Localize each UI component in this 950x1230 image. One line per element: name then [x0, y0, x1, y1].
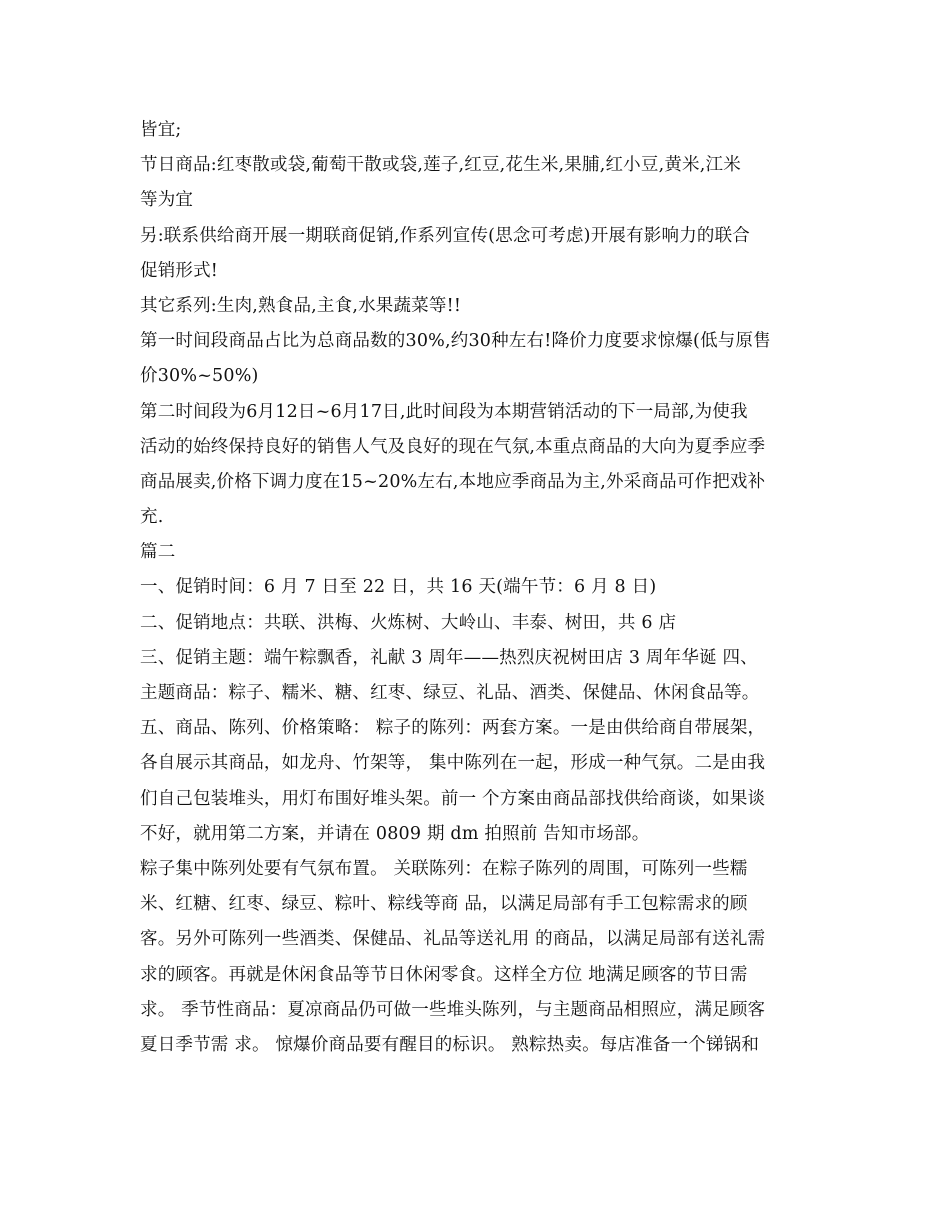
- text-line: 活动的始终保持良好的销售人气及良好的现在气氛,本重点商品的大向为夏季应季: [140, 436, 766, 457]
- document-body: [140, 113, 820, 1063]
- text-line: 们自己包装堆头，用灯布围好堆头架。前一 个方案由商品部找供给商谈，如果谈: [140, 788, 766, 809]
- text-line: 等为宜: [140, 190, 194, 211]
- text-line: 价30%~50%): [140, 366, 259, 387]
- text-line: 第二时间段为6月12日~6月17日,此时间段为本期营销活动的下一局部,为使我: [140, 401, 748, 422]
- section-heading: 篇二: [140, 542, 176, 563]
- text-line: 皆宜;: [140, 120, 182, 140]
- text-line: 第一时间段商品占比为总商品数的30%,约30种左右!降价力度要求惊爆(低与原售: [140, 331, 771, 352]
- text-line: 促销形式!: [140, 260, 219, 281]
- text-line: 客。另外可陈列一些酒类、保健品、礼品等送礼用 的商品，以满足局部有送礼需: [140, 929, 766, 950]
- text-line: 另:联系供给商开展一期联商促销,作系列宣传(思念可考虑)开展有影响力的联合: [140, 225, 751, 246]
- text-line: 不好，就用第二方案，并请在 0809 期 dm 拍照前 告知市场部。: [140, 823, 650, 844]
- text-line: 粽子集中陈列处要有气氛布置。 关联陈列：在粽子陈列的周围，可陈列一些糯: [140, 858, 748, 879]
- text-line: 三、促销主题：端午粽飘香，礼献 3 周年——热烈庆祝树田店 3 周年华诞 四、: [140, 647, 758, 668]
- text-line: 各自展示其商品，如龙舟、竹架等， 集中陈列在一起，形成一种气氛。二是由我: [140, 753, 766, 774]
- text-line: 商品展卖,价格下调力度在15~20%左右,本地应季商品为主,外采商品可作把戏补: [140, 471, 766, 492]
- text-line: 米、红糖、红枣、绿豆、粽叶、粽线等商 品，以满足局部有手工包粽需求的顾: [140, 894, 748, 915]
- text-line: 充.: [140, 507, 164, 528]
- text-line: 求。 季节性商品：夏凉商品仍可做一些堆头陈列，与主题商品相照应，满足顾客: [140, 999, 766, 1020]
- text-line: 五、商品、陈列、价格策略： 粽子的陈列：两套方案。一是由供给商自带展架，: [140, 718, 766, 739]
- text-line: 其它系列:生肉,熟食品,主食,水果蔬菜等!!: [140, 295, 462, 316]
- text-line: 夏日季节需 求。 惊爆价商品要有醒目的标识。 熟粽热卖。每店准备一个锑锅和: [140, 1034, 760, 1055]
- text-line: 二、促销地点：共联、洪梅、火炼树、大岭山、丰泰、树田，共 6 店: [140, 612, 677, 633]
- text-line: 一、促销时间：6 月 7 日至 22 日，共 16 天(端午节：6 月 8 日): [140, 577, 657, 598]
- text-line: 求的顾客。再就是休闲食品等节日休闲零食。这样全方位 地满足顾客的节日需: [140, 964, 748, 985]
- text-line: 主题商品：粽子、糯米、糖、红枣、绿豆、礼品、酒类、保健品、休闲食品等。: [140, 683, 760, 703]
- text-line: 节日商品:红枣散或袋,葡萄干散或袋,莲子,红豆,花生米,果脯,红小豆,黄米,江米: [140, 155, 741, 176]
